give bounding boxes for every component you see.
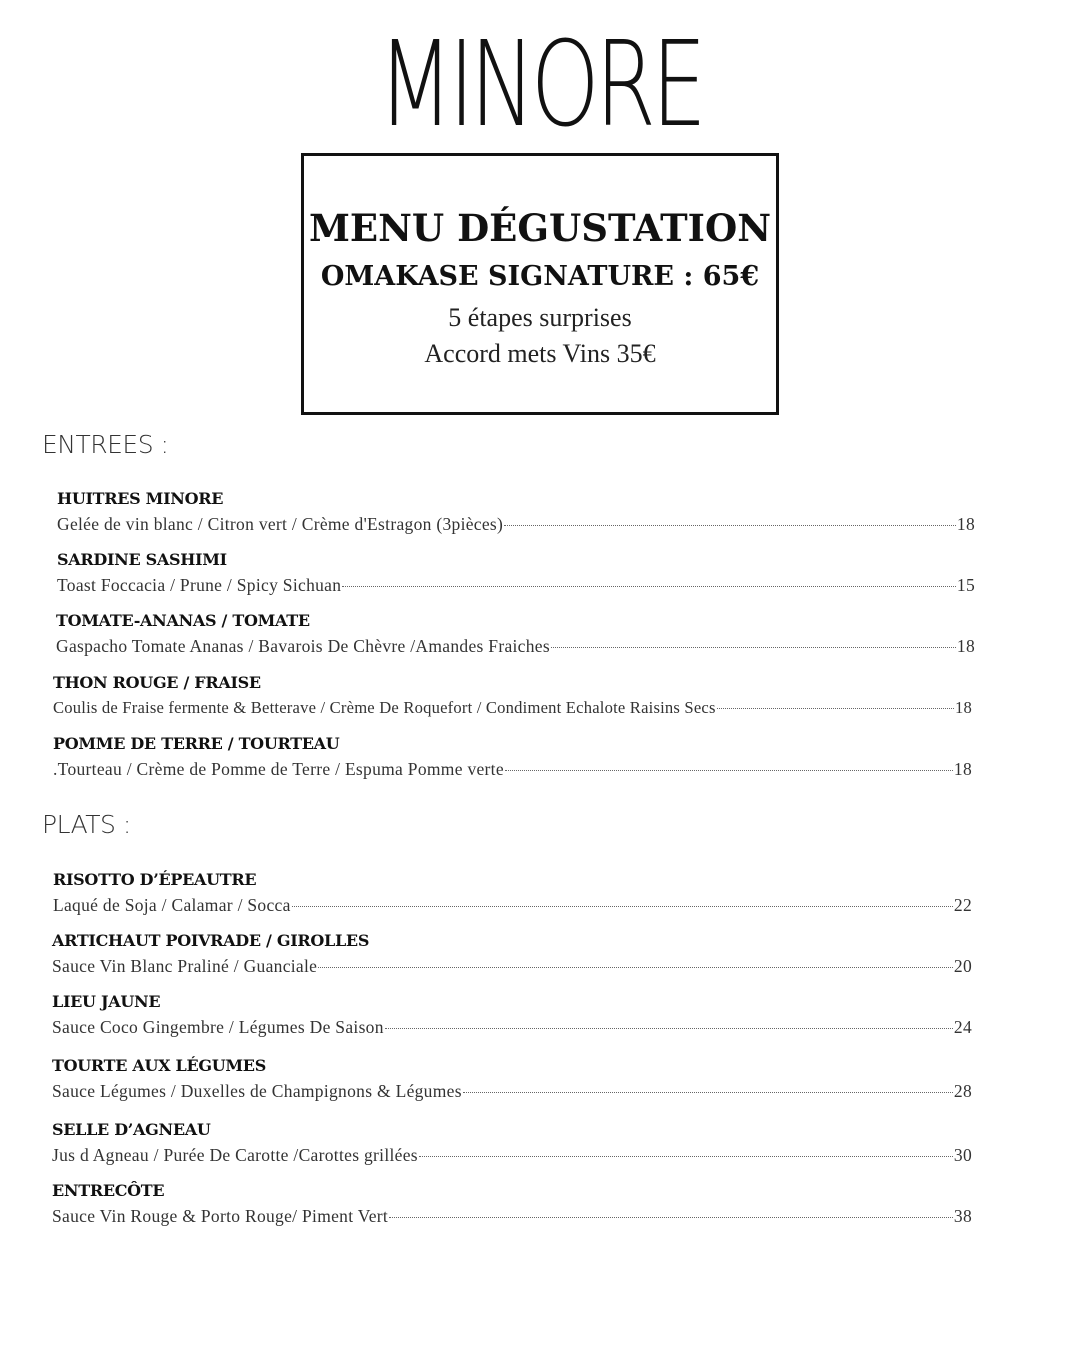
- dish-name: TOURTE AUX LÉGUMES: [52, 1056, 266, 1075]
- menu-item-entree: [57, 550, 975, 596]
- dish-description: Coulis de Fraise fermente & Betterave / Crème De Roquefort / Condiment Echalote Raisins Secs: [53, 698, 716, 717]
- dish-name: ENTRECÔTE: [52, 1181, 165, 1200]
- dish-name: TOMATE-ANANAS / TOMATE: [56, 611, 310, 630]
- menu-item-entree: [53, 673, 972, 719]
- menu-item-plat: [52, 992, 972, 1038]
- tasting-steps: 5 étapes surprises: [448, 303, 632, 332]
- dish-description: Gaspacho Tomate Ananas / Bavarois De Chèvre /Amandes Fraiches: [56, 636, 550, 656]
- menu-item-entree: [57, 489, 975, 535]
- dish-description: .Tourteau / Crème de Pomme de Terre / Espuma Pomme verte: [53, 759, 504, 779]
- dot-leader: [551, 647, 956, 648]
- dish-description: Laqué de Soja / Calamar / Socca: [53, 895, 291, 915]
- menu-item-entree: [53, 734, 972, 780]
- dish-name: THON ROUGE / FRAISE: [53, 673, 261, 692]
- tasting-menu-box: [301, 153, 779, 415]
- dish-name: SELLE D’AGNEAU: [52, 1120, 211, 1139]
- dot-leader: [717, 708, 954, 709]
- dish-name: LIEU JAUNE: [52, 992, 161, 1011]
- dish-price: 15: [956, 575, 975, 595]
- dot-leader: [385, 1028, 953, 1029]
- dot-leader: [318, 967, 953, 968]
- section-plats-heading: PLATS :: [42, 810, 131, 839]
- dish-name: POMME DE TERRE / TOURTEAU: [53, 734, 340, 753]
- dish-description: Sauce Légumes / Duxelles de Champignons & Légumes: [52, 1081, 462, 1101]
- menu-item-plat: [52, 1181, 972, 1227]
- dish-description: Sauce Vin Blanc Praliné / Guanciale: [52, 956, 318, 976]
- dish-price: 20: [953, 956, 972, 976]
- dot-leader: [342, 586, 956, 587]
- dish-price: 18: [955, 698, 972, 717]
- dish-description: Sauce Vin Rouge & Porto Rouge/ Piment Vert: [52, 1206, 389, 1226]
- dot-leader: [419, 1156, 953, 1157]
- dish-name: HUITRES MINORE: [57, 489, 224, 508]
- dish-price: 18: [953, 759, 972, 779]
- dish-description: Gelée de vin blanc / Citron vert / Crème d'Estragon (3pièces): [57, 514, 504, 534]
- dot-leader: [389, 1217, 953, 1218]
- dish-name: SARDINE SASHIMI: [57, 550, 227, 569]
- dish-price: 24: [953, 1017, 972, 1037]
- dish-price: 28: [953, 1081, 972, 1101]
- menu-item-entree: [56, 611, 975, 657]
- dot-leader: [463, 1092, 953, 1093]
- dish-name: RISOTTO D’ÉPEAUTRE: [53, 870, 257, 889]
- menu-item-plat: [52, 1056, 972, 1102]
- dot-leader: [505, 770, 953, 771]
- menu-item-plat: [52, 931, 972, 977]
- menu-item-plat: [53, 870, 972, 916]
- dish-price: 18: [956, 636, 975, 656]
- tasting-menu-title: MENU DÉGUSTATION: [308, 206, 772, 250]
- dish-price: 38: [953, 1206, 972, 1226]
- dish-description: Sauce Coco Gingembre / Légumes De Saison: [52, 1017, 384, 1037]
- dish-price: 18: [956, 514, 975, 534]
- logo-minore: MINORE: [377, 15, 703, 153]
- dish-name: ARTICHAUT POIVRADE / GIROLLES: [52, 931, 370, 950]
- omakase-price: OMAKASE SIGNATURE : 65€: [320, 261, 760, 292]
- dish-description: Jus d Agneau / Purée De Carotte /Carottes grillées: [52, 1145, 418, 1165]
- dish-price: 30: [953, 1145, 972, 1165]
- dish-description: Toast Foccacia / Prune / Spicy Sichuan: [57, 575, 342, 595]
- wine-pairing: Accord mets Vins 35€: [424, 339, 656, 368]
- dot-leader: [504, 525, 956, 526]
- dot-leader: [292, 906, 953, 907]
- menu-item-plat: [52, 1120, 972, 1166]
- dish-price: 22: [953, 895, 972, 915]
- section-entrees-heading: ENTREES :: [42, 430, 169, 459]
